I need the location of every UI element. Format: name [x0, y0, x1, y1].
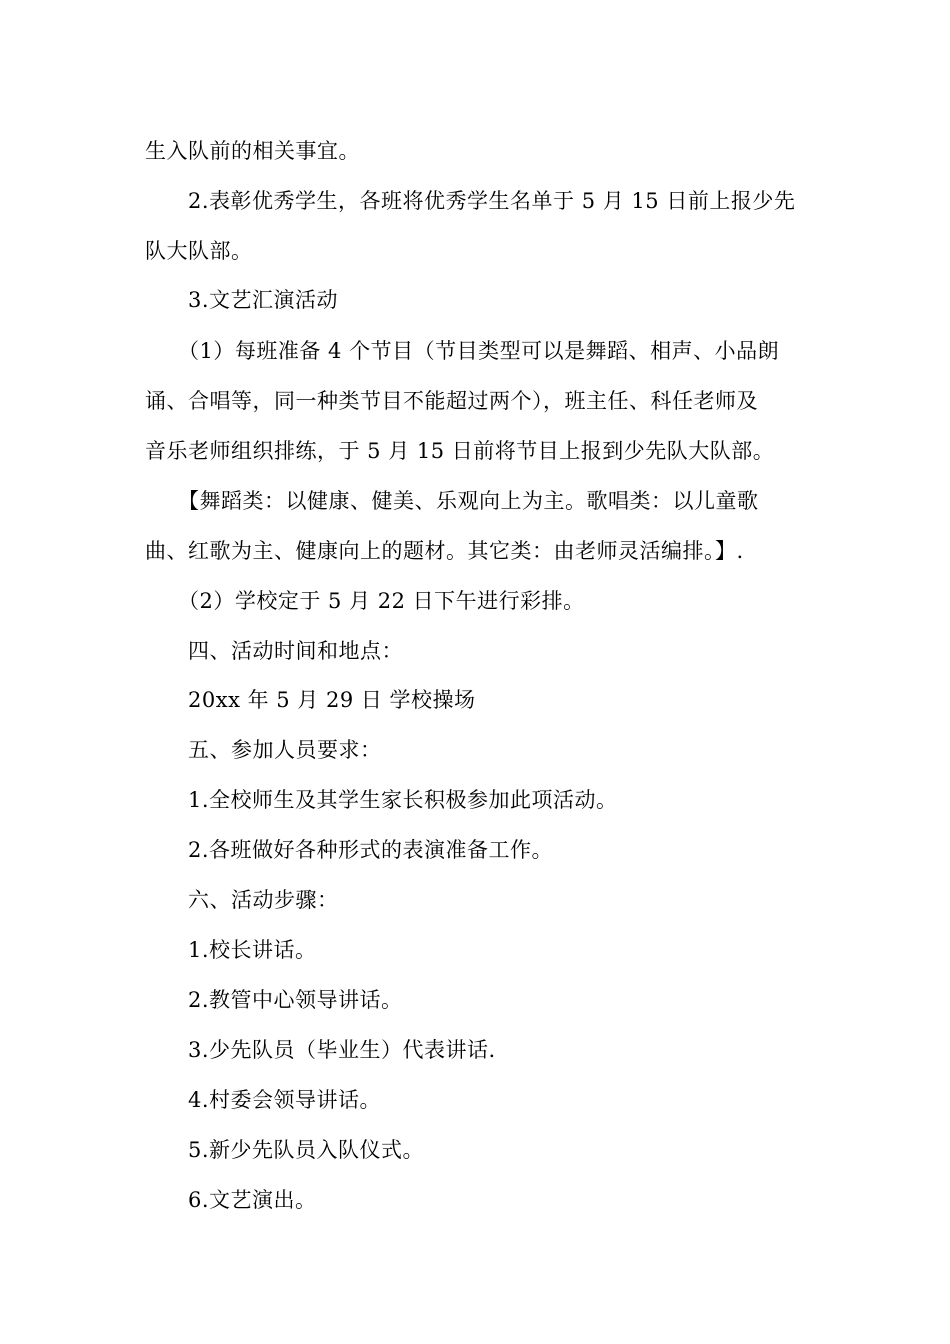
text-line: 音乐老师组织排练，于 5 月 15 日前将节目上报到少先队大队部。 [145, 439, 775, 463]
text-line: （2）学校定于 5 月 22 日下午进行彩排。 [178, 589, 585, 613]
section-heading: 3.文艺汇演活动 [188, 288, 339, 312]
section-heading: 五、参加人员要求： [188, 738, 382, 762]
section-heading: 六、活动步骤： [188, 888, 339, 912]
text-line: 诵、合唱等，同一种类节目不能超过两个），班主任、科任老师及 [145, 389, 758, 413]
list-item: 6.文艺演出。 [188, 1188, 317, 1212]
list-item: 1.校长讲话。 [188, 938, 317, 962]
list-item: 4.村委会领导讲话。 [188, 1088, 382, 1112]
list-item: 1.全校师生及其学生家长积极参加此项活动。 [188, 788, 618, 812]
text-line: 曲、红歌为主、健康向上的题材。其它类：由老师灵活编排。】. [145, 539, 744, 563]
list-item: 2.教管中心领导讲话。 [188, 988, 403, 1012]
text-line: 【舞蹈类：以健康、健美、乐观向上为主。歌唱类：以儿童歌 [178, 489, 759, 513]
text-line: （1）每班准备 4 个节目（节目类型可以是舞蹈、相声、小品朗 [178, 339, 780, 363]
list-item: 3.少先队员（毕业生）代表讲话. [188, 1038, 496, 1062]
list-item: 2.各班做好各种形式的表演准备工作。 [188, 838, 554, 862]
text-line: 20xx 年 5 月 29 日 学校操场 [188, 688, 476, 712]
text-line: 队大队部。 [145, 239, 253, 263]
text-line: 2.表彰优秀学生，各班将优秀学生名单于 5 月 15 日前上报少先 [188, 189, 796, 213]
list-item: 5.新少先队员入队仪式。 [188, 1138, 425, 1162]
section-heading: 四、活动时间和地点： [188, 639, 403, 663]
text-line: 生入队前的相关事宜。 [145, 139, 360, 163]
